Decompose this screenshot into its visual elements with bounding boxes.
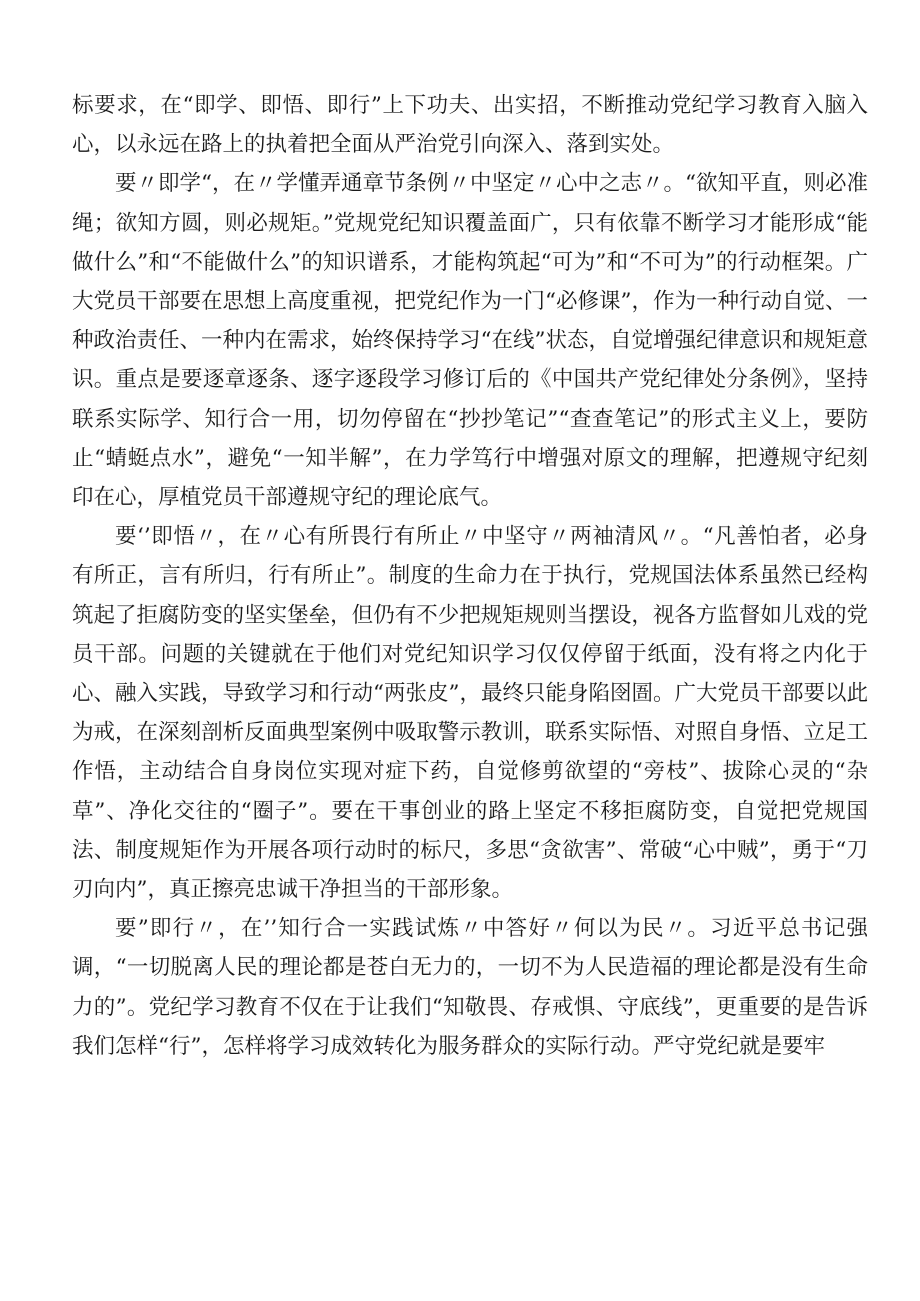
document-body <box>72 86 868 1066</box>
paragraph-jiwu: 要‘’即悟〃，在〃心有所畏行有所止〃中坚守〃两袖清风〃。“凡善怕者，必身有所正，言有所归，行有所止”。制度的生命力在于执行，党规国法体系虽然已经构筑起了拒腐防变的坚实堡垒，但仍有不少把规矩规则当摆设，视各方监督如儿戏的党员干部。问题的关键就在于他们对党纪知识学习仅仅停留于纸面，没有将之内化于心、融入实践，导致学习和行动“两张皮”，最终只能身陷囹圄。广大党员干部要以此为戒，在深刻剖析反面典型案例中吸取警示教训，联系实际悟、对照自身悟、立足工作悟，主动结合自身岗位实现对症下药，自觉修剪欲望的“旁枝”、拔除心灵的“杂草”、净化交往的“圈子”。要在干事创业的路上坚定不移拒腐防变，自觉把党规国法、制度规矩作为开展各项行动时的标尺，多思“贪欲害”、常破“心中贼”，勇于“刀刃向内”，真正擦亮忠诚干净担当的干部形象。 <box>72 524 868 903</box>
paragraph-jixue: 要〃即学“，在〃学懂弄通章节条例〃中坚定〃心中之志〃。“欲知平直，则必准绳；欲知方圆，则必规矩。”党规党纪知识覆盖面广，只有依靠不断学习才能形成“能做什么”和“不能做什么”的知识谱系，才能构筑起“可为”和“不可为”的行动框架。广大党员干部要在思想上高度重视，把党纪作为一门“必修课”，作为一种行动自觉、一种政治责任、一种内在需求，始终保持学习“在线”状态，自觉增强纪律意识和规矩意识。重点是要逐章逐条、逐字逐段学习修订后的《中国共产党纪律处分条例》，坚持联系实际学、知行合一用，切勿停留在“抄抄笔记”“查查笔记”的形式主义上，要防止“蜻蜓点水”，避免“一知半解”，在力学笃行中增强对原文的理解，把遵规守纪刻印在心，厚植党员干部遵规守纪的理论底气。 <box>72 171 868 511</box>
paragraph-continuation: 标要求，在“即学、即悟、即行”上下功夫、出实招，不断推动党纪学习教育入脑入心，以永远在路上的执着把全面从严治党引向深入、落到实处。 <box>72 93 868 158</box>
paragraph-jixing: 要”即行〃，在’’知行合一实践试炼〃中答好〃何以为民〃。习近平总书记强调，“一切脱离人民的理论都是苍白无力的，一切不为人民造福的理论都是没有生命力的”。党纪学习教育不仅在于让我们“知敬畏、存戒惧、守底线”，更重要的是告诉我们怎样“行”，怎样将学习成效转化为服务群众的实际行动。严守党纪就是要牢 <box>72 916 868 1059</box>
